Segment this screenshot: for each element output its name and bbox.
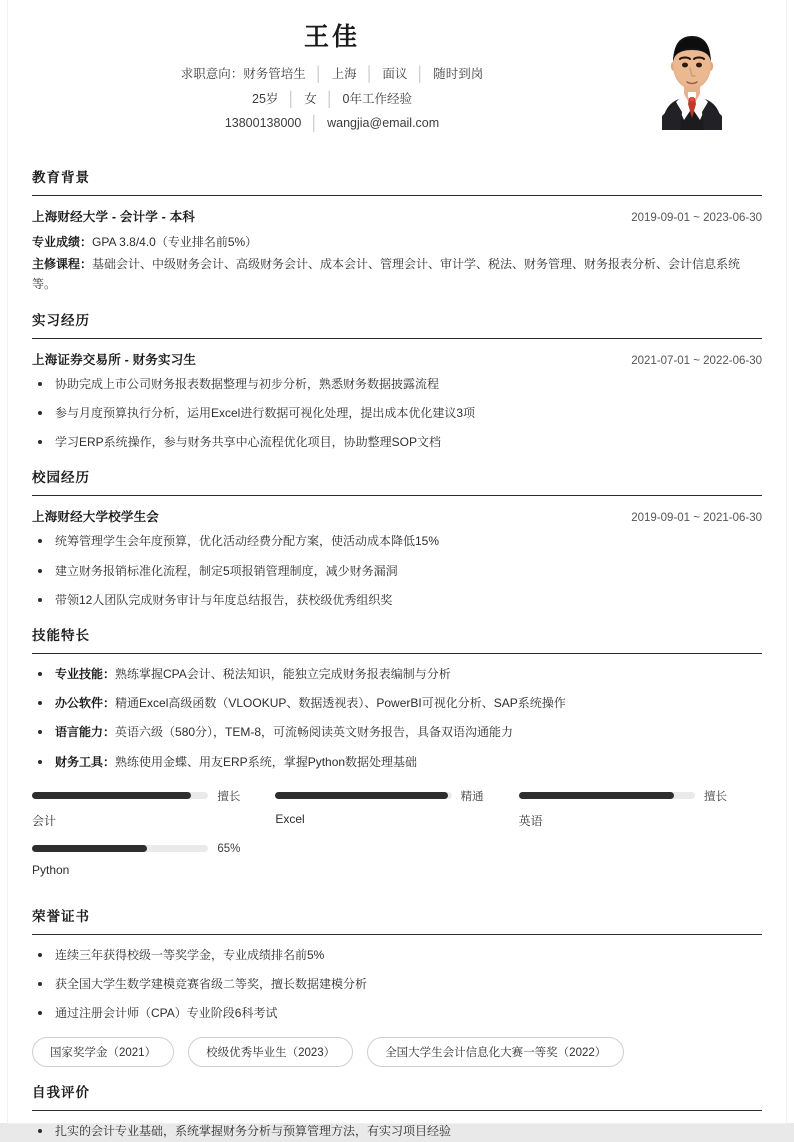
skill-bar-level: 65% bbox=[217, 842, 241, 855]
section-body bbox=[32, 196, 762, 295]
resume-sections bbox=[32, 166, 762, 1142]
bullet-item: 带领12人团队完成财务审计与年度总结报告，获校级优秀组织奖 bbox=[32, 591, 762, 610]
bullet-text: 熟练使用金蝶、用友ERP系统，掌握Python数据处理基础 bbox=[115, 754, 418, 769]
bullet-item: 获全国大学生数学建模竞赛省级二等奖，擅长数据建模分析 bbox=[32, 975, 762, 994]
section-title: 自我评价 bbox=[32, 1081, 762, 1111]
contact-meta-item: 25岁 bbox=[252, 91, 279, 106]
resume-section bbox=[32, 905, 762, 1068]
bullet-item: 参与月度预算执行分析，运用Excel进行数据可视化处理，提出成本优化建议3项 bbox=[32, 404, 762, 423]
contact-line bbox=[32, 90, 632, 109]
entry-detail-label: 专业成绩： bbox=[32, 235, 93, 249]
bullet-item bbox=[32, 665, 762, 684]
entry-date-range: 2021-07-01 ~ 2022-06-30 bbox=[631, 354, 762, 367]
skill-bar-name: 会计 bbox=[32, 813, 57, 828]
bullet-text: 精通Excel高级函数（VLOOKUP、数据透视表）、PowerBI可视化分析、SAP系统操作 bbox=[115, 696, 566, 711]
bullet-item bbox=[32, 694, 762, 713]
bullet-label: 专业技能： bbox=[55, 667, 116, 681]
contact-meta-block bbox=[32, 65, 632, 133]
bullet-item: 通过注册会计师（CPA）专业阶段6科考试 bbox=[32, 1004, 762, 1023]
skill-bar-fill bbox=[32, 845, 147, 852]
skill-bar-fill bbox=[275, 792, 448, 799]
contact-meta-item: 随时到岗 bbox=[433, 67, 484, 82]
bullet-item: 学习ERP系统操作，参与财务共享中心流程优化项目，协助整理SOP文档 bbox=[32, 433, 762, 452]
resume-header bbox=[32, 0, 762, 152]
entry-detail-text: 基础会计、中级财务会计、高级财务会计、成本会计、管理会计、审计学、税法、财务管理、财务报表分析、会计信息系统等。 bbox=[32, 256, 741, 292]
entry-title: 上海财经大学 - 会计学 - 本科 bbox=[32, 210, 196, 224]
resume-section bbox=[32, 166, 762, 295]
entry-header bbox=[32, 507, 762, 525]
portrait-avatar-icon bbox=[646, 24, 738, 130]
candidate-name: 王佳 bbox=[303, 23, 360, 51]
resume-section bbox=[32, 624, 762, 891]
section-title: 校园经历 bbox=[32, 466, 762, 496]
bullet-item bbox=[32, 753, 762, 772]
experience-entry bbox=[32, 507, 762, 610]
entry-detail-label: 主修课程： bbox=[32, 256, 93, 271]
bullet-label: 办公软件： bbox=[55, 696, 116, 711]
award-tag[interactable]: 校级优秀毕业生（2023） bbox=[188, 1037, 353, 1067]
contact-meta-item: 求职意向：财务管培生 bbox=[180, 67, 306, 82]
skill-bar-cell bbox=[32, 843, 275, 877]
resume-section bbox=[32, 1081, 762, 1141]
contact-meta-item: 13800138000 bbox=[224, 116, 302, 130]
award-tag[interactable]: 国家奖学金（2021） bbox=[32, 1037, 174, 1067]
honor-bullet-list bbox=[32, 1122, 762, 1141]
section-title: 技能特长 bbox=[32, 624, 762, 654]
resume-section bbox=[32, 466, 762, 610]
entry-date-range: 2019-09-01 ~ 2023-06-30 bbox=[631, 212, 762, 224]
meta-separator-icon: │ bbox=[325, 90, 334, 107]
bullet-label: 财务工具： bbox=[55, 754, 116, 769]
section-title: 教育背景 bbox=[32, 166, 762, 196]
bullet-item: 连续三年获得校级一等奖学金，专业成绩排名前5% bbox=[32, 946, 762, 965]
bullet-item: 协助完成上市公司财务报表数据整理与初步分析，熟悉财务数据披露流程 bbox=[32, 375, 762, 394]
contact-meta-item: 女 bbox=[304, 91, 317, 106]
skill-bar-track bbox=[275, 792, 451, 799]
meta-separator-icon: │ bbox=[314, 66, 323, 83]
skill-bar-cell bbox=[519, 788, 762, 829]
meta-separator-icon: │ bbox=[365, 66, 374, 83]
entry-bullet-list bbox=[32, 375, 762, 453]
bullet-item bbox=[32, 723, 762, 742]
bullet-text: 英语六级（580分），TEM-8，可流畅阅读英文财务报告，具备双语沟通能力 bbox=[115, 725, 514, 740]
skill-bar-row bbox=[275, 788, 490, 804]
bullet-item: 扎实的会计专业基础，系统掌握财务分析与预算管理方法，有实习项目经验 bbox=[32, 1122, 762, 1141]
skill-bar-name: Excel bbox=[275, 811, 305, 826]
contact-meta-item: 上海 bbox=[331, 67, 357, 82]
entry-title: 上海财经大学校学生会 bbox=[32, 510, 160, 525]
skill-bar-name: Python bbox=[32, 862, 70, 877]
skill-bar-track bbox=[519, 792, 695, 799]
section-body bbox=[32, 935, 762, 1068]
award-tag-group bbox=[32, 1037, 762, 1067]
meta-separator-icon: │ bbox=[310, 114, 319, 131]
award-tag[interactable]: 全国大学生会计信息化大赛一等奖（2022） bbox=[367, 1037, 624, 1067]
skill-bar-cell bbox=[275, 788, 518, 829]
skill-bar-level: 擅长 bbox=[217, 790, 241, 803]
contact-line bbox=[32, 114, 632, 133]
bullet-label: 语言能力： bbox=[55, 725, 116, 740]
entry-header bbox=[32, 350, 762, 368]
skill-bar-row bbox=[519, 788, 734, 804]
skill-bar-level: 精通 bbox=[460, 790, 484, 803]
skill-bar-row bbox=[32, 788, 247, 804]
entry-title: 上海证券交易所 - 财务实习生 bbox=[32, 352, 197, 367]
resume-section bbox=[32, 309, 762, 453]
skill-bar-group bbox=[32, 788, 762, 891]
skill-bar-name: 英语 bbox=[518, 813, 543, 828]
skill-bar-track bbox=[32, 845, 208, 852]
section-title: 实习经历 bbox=[32, 309, 762, 339]
skill-bar-fill bbox=[519, 792, 674, 799]
skill-bullet-list bbox=[32, 665, 762, 772]
entry-bullet-list bbox=[32, 532, 762, 610]
entry-header bbox=[32, 207, 762, 225]
contact-meta-item: wangjia@email.com bbox=[327, 116, 440, 130]
entry-detail-line bbox=[32, 232, 762, 253]
skill-bar-fill bbox=[32, 792, 191, 799]
section-body bbox=[32, 339, 762, 453]
contact-meta-item: 面议 bbox=[382, 67, 408, 82]
bullet-text: 熟练掌握CPA会计、税法知识，能独立完成财务报表编制与分析 bbox=[115, 667, 451, 681]
contact-line bbox=[32, 65, 632, 84]
meta-separator-icon: │ bbox=[416, 66, 425, 83]
skill-bar-cell bbox=[32, 788, 275, 829]
contact-meta-item: 0年工作经验 bbox=[342, 91, 412, 106]
skill-bar-level: 擅长 bbox=[703, 790, 727, 803]
experience-entry bbox=[32, 207, 762, 295]
bullet-item: 统筹管理学生会年度预算，优化活动经费分配方案，使活动成本降低15% bbox=[32, 532, 762, 551]
section-body bbox=[32, 1111, 762, 1141]
bullet-item: 建立财务报销标准化流程，制定5项报销管理制度，减少财务漏洞 bbox=[32, 562, 762, 581]
section-title: 荣誉证书 bbox=[32, 905, 762, 935]
skill-bar-track bbox=[32, 792, 208, 799]
entry-date-range: 2019-09-01 ~ 2021-06-30 bbox=[631, 512, 762, 525]
meta-separator-icon: │ bbox=[287, 90, 296, 107]
entry-detail-text: GPA 3.8/4.0（专业排名前5%） bbox=[92, 235, 258, 249]
entry-detail-line bbox=[32, 254, 762, 295]
section-body bbox=[32, 496, 762, 610]
resume-sheet bbox=[8, 0, 786, 1139]
honor-bullet-list bbox=[32, 946, 762, 1024]
experience-entry bbox=[32, 350, 762, 453]
section-body bbox=[32, 654, 762, 891]
skill-bar-row bbox=[32, 843, 247, 855]
